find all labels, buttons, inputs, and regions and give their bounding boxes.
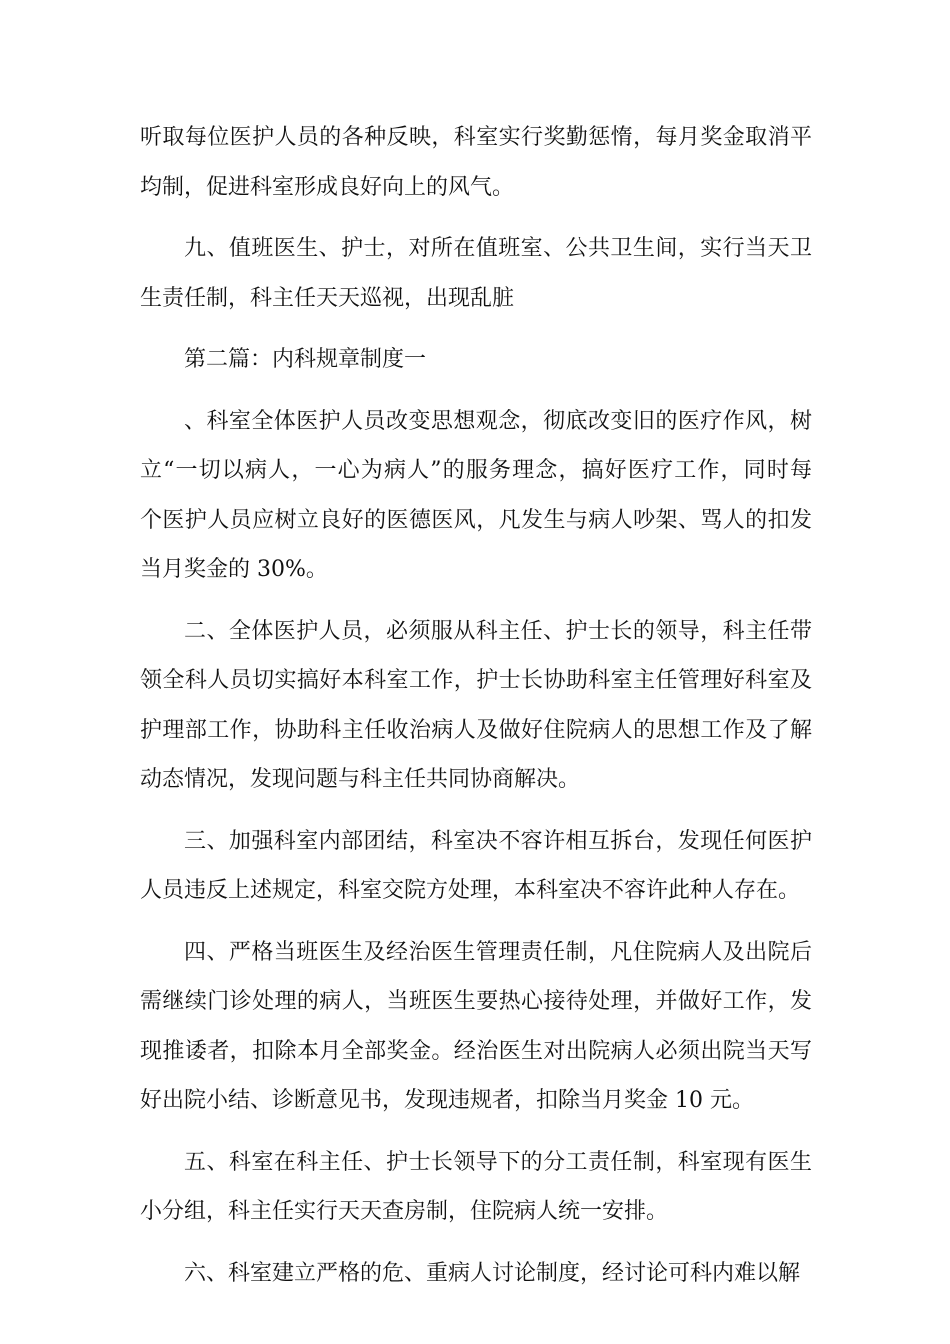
paragraph-7-line-3: 现推诿者，扣除本月全部奖金。经治医生对出院病人必须出院当天写 <box>140 1038 812 1064</box>
paragraph-4-line-1: 、科室全体医护人员改变思想观念，彻底改变旧的医疗作风，树 <box>184 408 812 434</box>
paragraph-8 <box>140 1138 812 1237</box>
paragraph-9 <box>140 1249 812 1299</box>
paragraph-5-line-1: 二、全体医护人员，必须服从科主任、护士长的领导，科主任带 <box>184 618 812 644</box>
paragraph-5-line-3: 护理部工作，协助科主任收治病人及做好住院病人的思想工作及了解 <box>140 717 812 743</box>
paragraph-1-line-1: 听取每位医护人员的各种反映，科室实行奖勤惩惰，每月奖金取消平 <box>140 125 812 150</box>
paragraph-5-line-2: 领全科人员切实搞好本科室工作，护士长协助科室主任管理好科室及 <box>140 668 812 693</box>
paragraph-9-line-1: 六、科室建立严格的危、重病人讨论制度，经讨论可科内难以解 <box>184 1260 801 1286</box>
paragraph-6 <box>140 817 812 916</box>
paragraph-4-line-3: 个医护人员应树立良好的医德医风，凡发生与病人吵架、骂人的扣发 <box>140 507 812 533</box>
paragraph-2-line-2: 生责任制，科主任天天巡视，出现乱脏 <box>140 285 515 311</box>
paragraph-2 <box>140 224 812 323</box>
paragraph-4-line-2: 立“一切以病人，一心为病人”的服务理念，搞好医疗工作，同时每 <box>140 458 812 483</box>
paragraph-7 <box>140 928 812 1126</box>
paragraph-3-line-1: 第二篇：内科规章制度一 <box>184 347 427 372</box>
paragraph-7-line-2: 需继续门诊处理的病人，当班医生要热心接待处理，并做好工作，发 <box>140 989 812 1014</box>
paragraph-8-line-2: 小分组，科主任实行天天查房制，住院病人统一安排。 <box>140 1199 669 1224</box>
paragraph-4 <box>140 397 812 595</box>
paragraph-1-line-2: 均制，促进科室形成良好向上的风气。 <box>140 174 515 200</box>
paragraph-5-line-4: 动态情况，发现问题与科主任共同协商解决。 <box>140 767 581 792</box>
paragraph-7-line-4: 好出院小结、诊断意见书，发现违规者，扣除当月奖金 10 元。 <box>140 1088 754 1113</box>
paragraph-3 <box>140 335 812 385</box>
paragraph-6-line-1: 三、加强科室内部团结，科室决不容许相互拆台，发现任何医护 <box>184 828 812 854</box>
paragraph-6-line-2: 人员违反上述规定，科室交院方处理，本科室决不容许此种人存在。 <box>140 878 801 903</box>
paragraph-5 <box>140 607 812 805</box>
document-body <box>140 113 812 1298</box>
paragraph-4-line-4: 当月奖金的 30%。 <box>140 557 328 582</box>
paragraph-8-line-1: 五、科室在科主任、护士长领导下的分工责任制，科室现有医生 <box>184 1149 812 1175</box>
paragraph-2-line-1: 九、值班医生、护士，对所在值班室、公共卫生间，实行当天卫 <box>184 236 812 261</box>
paragraph-1 <box>140 113 812 212</box>
paragraph-7-line-1: 四、严格当班医生及经治医生管理责任制，凡住院病人及出院后 <box>184 939 812 965</box>
